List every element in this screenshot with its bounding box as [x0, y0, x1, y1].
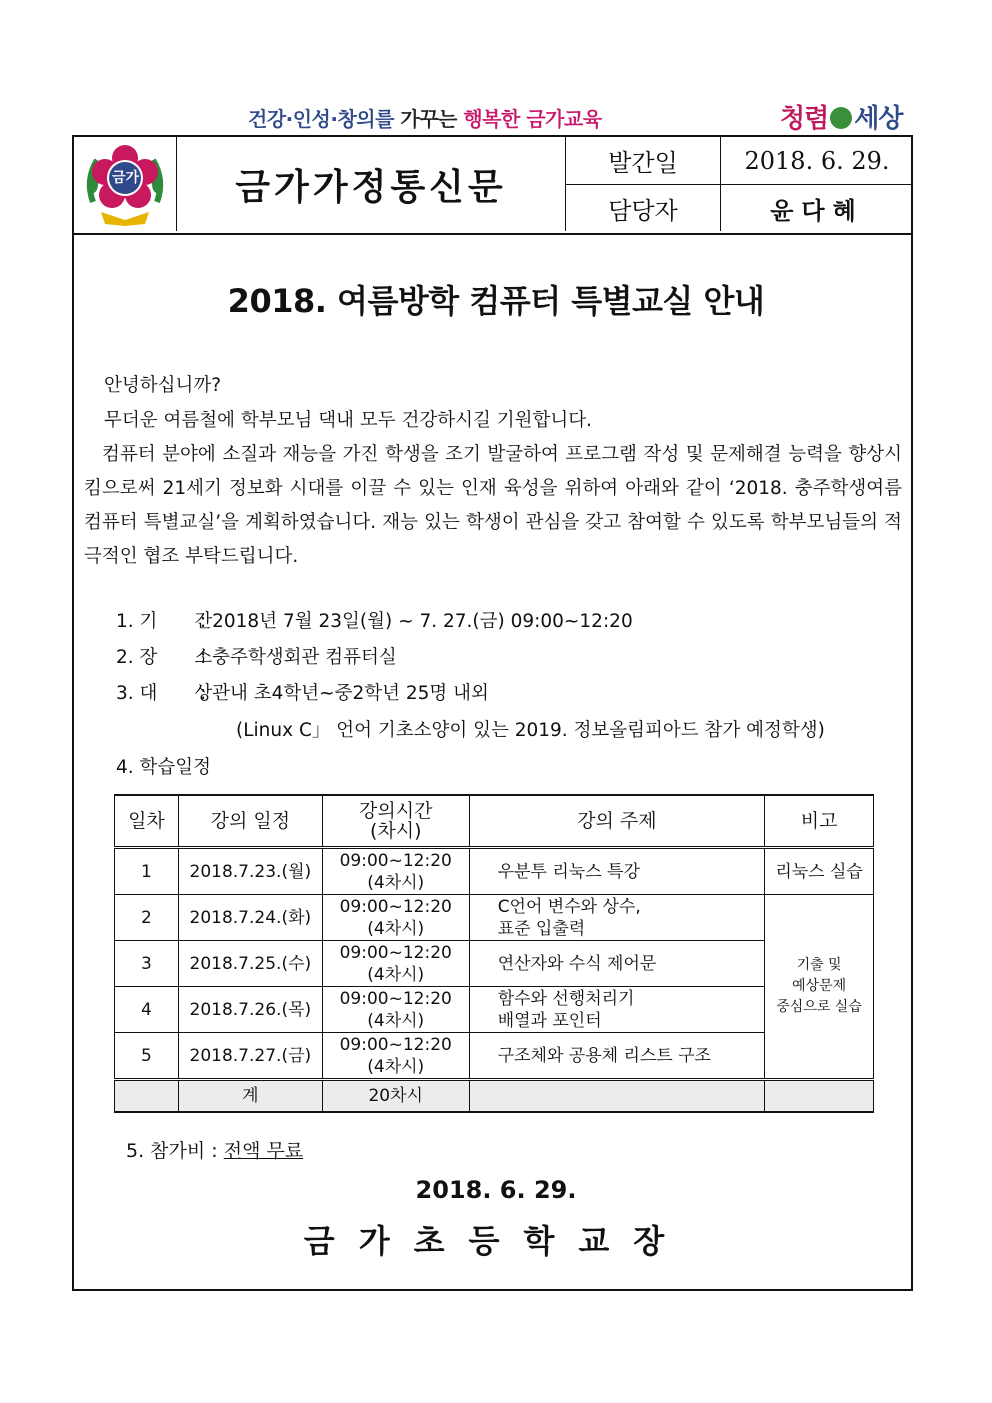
- manager-value: 윤다혜: [720, 185, 913, 231]
- total-value: 20차시: [322, 1080, 469, 1113]
- col-header-date: 강의 일정: [178, 795, 322, 848]
- row-topic: [469, 941, 764, 987]
- row-note: 리눅스 실습: [765, 848, 874, 895]
- col-header-note: 비고: [765, 795, 874, 848]
- school-emblem: [74, 137, 176, 231]
- total-row: [115, 1080, 874, 1113]
- motto-part-4: 금가교육: [526, 107, 602, 131]
- row-date: 2018.7.24.(화): [178, 895, 322, 941]
- row-day: 2: [115, 895, 179, 941]
- table-row: [115, 987, 874, 1033]
- table-row: [115, 895, 874, 941]
- item-target: [116, 679, 489, 705]
- slogan-right: 세상: [854, 104, 903, 134]
- row-day: 5: [115, 1033, 179, 1080]
- row-topic: [469, 1033, 764, 1080]
- row-topic-line1: 연산자와 수식 제어문: [497, 953, 657, 974]
- table-row: [115, 1033, 874, 1080]
- row-time: [322, 895, 469, 941]
- row-time: [322, 848, 469, 895]
- row-time: [322, 1033, 469, 1080]
- slogan-left: 청렴: [780, 104, 829, 134]
- fee-label: 5. 참가비 :: [126, 1140, 224, 1162]
- item-period: [116, 607, 633, 633]
- table-row: [115, 848, 874, 895]
- row-hours: (4차시): [367, 918, 425, 939]
- row-time-range: 09:00~12:20: [339, 896, 452, 917]
- closing-date: 2018. 6. 29.: [415, 1176, 577, 1204]
- greeting: 안녕하십니까?: [104, 375, 222, 396]
- schedule-header-row: [115, 795, 874, 848]
- item-target-note: (Linux C」 언어 기초소양이 있는 2019. 정보올림피아드 참가 예정학생): [236, 720, 825, 741]
- total-label: 계: [178, 1080, 322, 1113]
- issue-date-label: 발간일: [565, 137, 720, 185]
- document-title: 2018. 여름방학 컴퓨터 특별교실 안내: [227, 282, 765, 320]
- total-empty-cell: [469, 1080, 764, 1113]
- newsletter-title: 금가가정통신문: [176, 137, 565, 231]
- fee-value: 전액 무료: [223, 1140, 304, 1162]
- col-header-day: 일차: [115, 795, 179, 848]
- row-time-range: 09:00~12:20: [339, 1034, 452, 1055]
- paragraph-1: [84, 404, 902, 438]
- row-day: 1: [115, 848, 179, 895]
- row-topic: [469, 895, 764, 941]
- row-hours: (4차시): [367, 872, 425, 893]
- motto-part-2: 가꾸는: [400, 107, 464, 131]
- row-topic-line1: 우분투 리눅스 특강: [497, 861, 640, 882]
- merged-note-line1: 기출 및: [796, 957, 842, 973]
- item-place-text: : 충주학생회관 컴퓨터실: [200, 647, 397, 668]
- row-time-range: 09:00~12:20: [339, 942, 452, 963]
- motto-part-3: 행복한: [463, 107, 527, 131]
- motto-part-1: 건강·인성·창의를: [248, 107, 401, 131]
- row-date: 2018.7.23.(월): [178, 848, 322, 895]
- row-topic-line2: 표준 입출력: [497, 918, 586, 939]
- col-header-topic: 강의 주제: [469, 795, 764, 848]
- item-period-label: 1. 기 간: [116, 611, 213, 632]
- slogan-emblem-icon: [830, 107, 852, 129]
- paragraph-2: 컴퓨터 분야에 소질과 재능을 가진 학생을 조기 발굴하여 프로그램 작성 및 문제해결 능력을 향상시킴으로써 21세기 정보화 시대를 이끌 수 있는 인재 육성을 위하여 아래와 같이 ‘2018. 충주학생여름컴퓨터 특별교실’을 계획하였습니다. 재능 있는 학생이 관심을 갖고 참여할 수 있도록 학부모님들의 적극적인 협조 부탁드립니다.: [84, 444, 902, 567]
- row-date: 2018.7.27.(금): [178, 1033, 322, 1080]
- row-hours: (4차시): [367, 1056, 425, 1077]
- row-time: [322, 987, 469, 1033]
- row-time-range: 09:00~12:20: [339, 988, 452, 1009]
- merged-note-line2: 예상문제: [792, 978, 847, 994]
- row-topic: [469, 987, 764, 1033]
- school-motto: [248, 103, 602, 132]
- paragraph-1-text: 무더운 여름철에 학부모님 댁내 모두 건강하시길 기원합니다.: [104, 410, 592, 431]
- total-empty-cell: [115, 1080, 179, 1113]
- schedule-table: [114, 794, 874, 1113]
- row-day: 3: [115, 941, 179, 987]
- item-place-label: 2. 장 소: [116, 647, 213, 668]
- row-hours: (4차시): [367, 964, 425, 985]
- row-time-range: 09:00~12:20: [339, 850, 452, 871]
- issue-date-value: 2018. 6. 29.: [720, 137, 913, 185]
- total-empty-cell: [765, 1080, 874, 1113]
- emblem-letters: 금가: [112, 170, 140, 186]
- merged-note-line3: 중심으로 실습: [776, 999, 862, 1015]
- row-topic-line2: 배열과 포인터: [497, 1010, 602, 1031]
- closing-signer: 금가초등학교장: [303, 1222, 689, 1260]
- clean-world-logo: [780, 98, 902, 135]
- participation-fee: [126, 1136, 303, 1163]
- row-date: 2018.7.25.(수): [178, 941, 322, 987]
- newsletter-header: [74, 137, 911, 235]
- merged-note: [765, 895, 874, 1080]
- row-hours: (4차시): [367, 1010, 425, 1031]
- schedule-label: 4. 학습일정: [116, 757, 212, 778]
- row-topic-line1: C언어 변수와 상수,: [497, 896, 641, 917]
- col-header-time: 강의시간 (차시): [322, 795, 469, 848]
- row-date: 2018.7.26.(목): [178, 987, 322, 1033]
- row-topic-line1: 함수와 선행처리기: [497, 988, 635, 1009]
- item-place: [116, 643, 397, 669]
- row-day: 4: [115, 987, 179, 1033]
- item-target-text: : 관내 초4학년~중2학년 25명 내외: [200, 683, 489, 704]
- item-target-label: 3. 대 상: [116, 683, 213, 704]
- row-topic: [469, 848, 764, 895]
- item-period-text: : 2018년 7월 23일(월) ~ 7. 27.(금) 09:00~12:20: [200, 611, 633, 632]
- table-row: [115, 941, 874, 987]
- manager-label: 담당자: [565, 185, 720, 231]
- row-topic-line1: 구조체와 공용체 리스트 구조: [497, 1045, 711, 1066]
- row-time: [322, 941, 469, 987]
